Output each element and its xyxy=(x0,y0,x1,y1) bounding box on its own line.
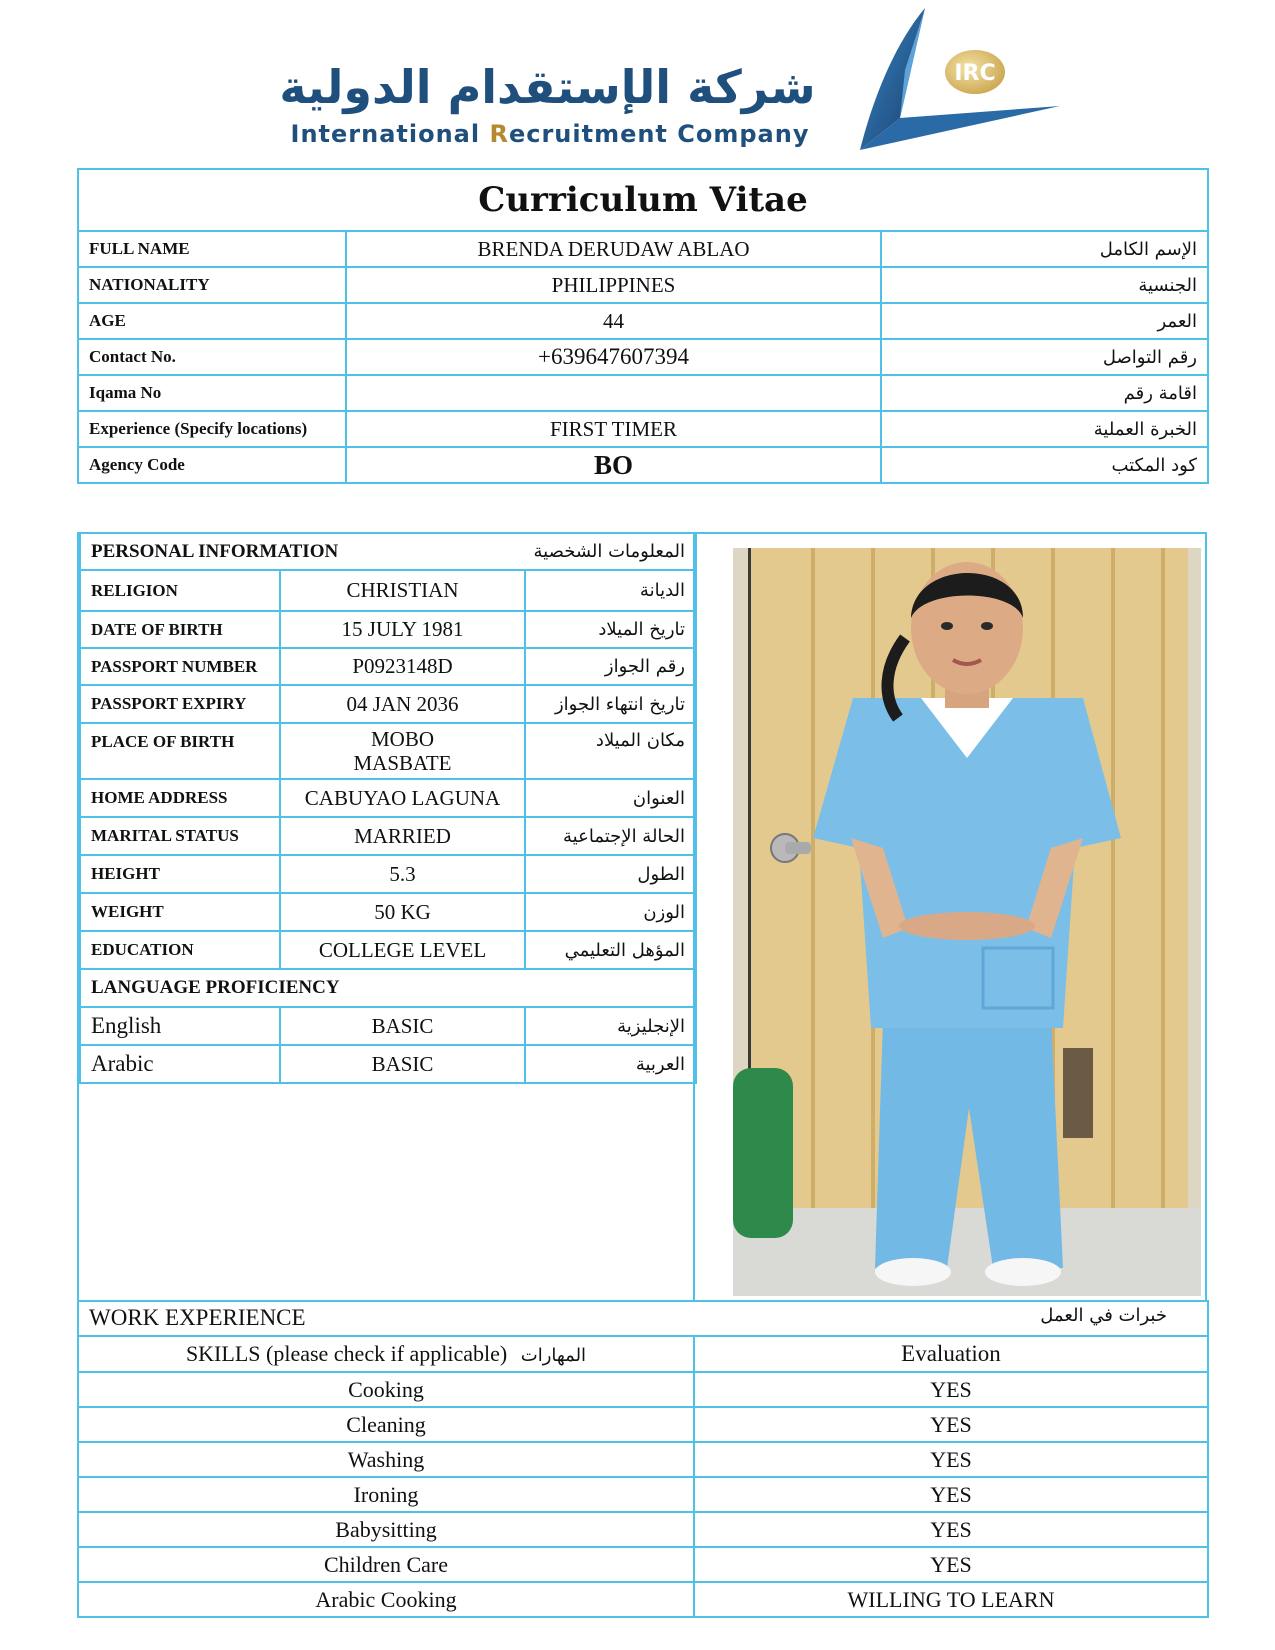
language-arabic-value: BASIC xyxy=(280,1045,525,1083)
religion-label: RELIGION xyxy=(80,570,280,611)
nationality-value: PHILIPPINES xyxy=(346,267,881,303)
table-row xyxy=(78,1300,1208,1336)
work-experience-title: WORK EXPERIENCE xyxy=(89,1304,306,1330)
marital-status-value: MARRIED xyxy=(280,817,525,855)
table-row xyxy=(80,1045,696,1083)
iqama-label: Iqama No xyxy=(78,375,346,411)
skill-name: Babysitting xyxy=(78,1512,694,1547)
language-arabic-label-ar: العربية xyxy=(525,1045,696,1083)
iqama-label-ar: اقامة رقم xyxy=(881,375,1208,411)
skill-evaluation: WILLING TO LEARN xyxy=(694,1582,1208,1617)
table-row xyxy=(78,1547,1208,1582)
table-row xyxy=(78,231,1208,267)
table-row xyxy=(80,817,696,855)
full-name-label-ar: الإسم الكامل xyxy=(881,231,1208,267)
place-of-birth-line-2: MASBATE xyxy=(353,751,452,775)
table-row xyxy=(78,339,1208,375)
skill-evaluation: YES xyxy=(694,1477,1208,1512)
passport-number-value: P0923148D xyxy=(280,648,525,685)
contact-value: +639647607394 xyxy=(346,339,881,375)
skill-name: Cleaning xyxy=(78,1407,694,1442)
passport-expiry-label-ar: تاريخ انتهاء الجواز xyxy=(525,685,696,723)
evaluation-header: Evaluation xyxy=(694,1336,1208,1372)
table-row xyxy=(80,893,696,931)
age-label: AGE xyxy=(78,303,346,339)
education-label: EDUCATION xyxy=(80,931,280,969)
language-english-label: English xyxy=(80,1007,280,1045)
company-sail-logo-icon xyxy=(860,0,1090,160)
nationality-label: NATIONALITY xyxy=(78,267,346,303)
skill-name: Arabic Cooking xyxy=(78,1582,694,1617)
iqama-value xyxy=(346,375,881,411)
marital-status-label-ar: الحالة الإجتماعية xyxy=(525,817,696,855)
table-row xyxy=(80,611,696,648)
nationality-label-ar: الجنسية xyxy=(881,267,1208,303)
skills-header xyxy=(78,1336,694,1372)
company-logo xyxy=(240,0,1090,160)
skill-evaluation: YES xyxy=(694,1407,1208,1442)
marital-status-label: MARITAL STATUS xyxy=(80,817,280,855)
experience-label: Experience (Specify locations) xyxy=(78,411,346,447)
age-label-ar: العمر xyxy=(881,303,1208,339)
language-english-value: BASIC xyxy=(280,1007,525,1045)
weight-label: WEIGHT xyxy=(80,893,280,931)
skill-name: Washing xyxy=(78,1442,694,1477)
skill-name: Ironing xyxy=(78,1477,694,1512)
age-value: 44 xyxy=(346,303,881,339)
date-of-birth-label: DATE OF BIRTH xyxy=(80,611,280,648)
table-row xyxy=(78,411,1208,447)
place-of-birth-label-ar: مكان الميلاد xyxy=(525,723,696,779)
skill-evaluation: YES xyxy=(694,1372,1208,1407)
table-row xyxy=(80,533,696,570)
page-title: Curriculum Vitae xyxy=(78,169,1208,231)
personal-info-table xyxy=(79,532,697,1084)
passport-expiry-value: 04 JAN 2036 xyxy=(280,685,525,723)
work-experience-table xyxy=(77,1300,1209,1618)
table-row xyxy=(78,1407,1208,1442)
language-arabic-label: Arabic xyxy=(80,1045,280,1083)
height-label: HEIGHT xyxy=(80,855,280,893)
religion-value: CHRISTIAN xyxy=(280,570,525,611)
table-row xyxy=(80,723,696,779)
skills-header-label: SKILLS (please check if applicable) xyxy=(185,1341,508,1366)
personal-info-heading-ar: المعلومات الشخصية xyxy=(525,533,696,570)
full-name-value: BRENDA DERUDAW ABLAO xyxy=(346,231,881,267)
place-of-birth-value xyxy=(280,723,525,779)
contact-label: Contact No. xyxy=(78,339,346,375)
table-row xyxy=(78,1442,1208,1477)
skill-evaluation: YES xyxy=(694,1512,1208,1547)
skill-name: Cooking xyxy=(78,1372,694,1407)
personal-info-heading: PERSONAL INFORMATION xyxy=(80,533,525,570)
applicant-photo xyxy=(733,548,1201,1296)
skill-evaluation: YES xyxy=(694,1442,1208,1477)
applicant-portrait-icon xyxy=(733,548,1201,1296)
height-value: 5.3 xyxy=(280,855,525,893)
experience-label-ar: الخبرة العملية xyxy=(881,411,1208,447)
skill-evaluation: YES xyxy=(694,1547,1208,1582)
table-row xyxy=(80,855,696,893)
passport-number-label: PASSPORT NUMBER xyxy=(80,648,280,685)
table-row xyxy=(80,931,696,969)
agency-code-label: Agency Code xyxy=(78,447,346,483)
table-row xyxy=(78,267,1208,303)
table-row xyxy=(78,1477,1208,1512)
full-name-label: FULL NAME xyxy=(78,231,346,267)
svg-text:IRC: IRC xyxy=(954,61,996,86)
weight-label-ar: الوزن xyxy=(525,893,696,931)
company-name-arabic: شركة الإستقدام الدولية xyxy=(279,60,816,114)
home-address-label: HOME ADDRESS xyxy=(80,779,280,817)
skills-header-label-ar: المهارات xyxy=(520,1345,587,1366)
home-address-label-ar: العنوان xyxy=(525,779,696,817)
experience-value: FIRST TIMER xyxy=(346,411,881,447)
home-address-value: CABUYAO LAGUNA xyxy=(280,779,525,817)
table-row xyxy=(78,1512,1208,1547)
table-row xyxy=(80,648,696,685)
place-of-birth-line-1: MOBO xyxy=(371,727,435,751)
place-of-birth-label: PLACE OF BIRTH xyxy=(80,723,280,779)
skill-name: Children Care xyxy=(78,1547,694,1582)
language-english-label-ar: الإنجليزية xyxy=(525,1007,696,1045)
date-of-birth-label-ar: تاريخ الميلاد xyxy=(525,611,696,648)
table-row xyxy=(78,375,1208,411)
table-row xyxy=(80,1007,696,1045)
table-row xyxy=(80,570,696,611)
education-label-ar: المؤهل التعليمي xyxy=(525,931,696,969)
company-name-english: International Recruitment Company xyxy=(290,120,810,148)
passport-expiry-label: PASSPORT EXPIRY xyxy=(80,685,280,723)
religion-label-ar: الديانة xyxy=(525,570,696,611)
date-of-birth-value: 15 JULY 1981 xyxy=(280,611,525,648)
table-row xyxy=(80,685,696,723)
passport-number-label-ar: رقم الجواز xyxy=(525,648,696,685)
table-row xyxy=(78,1372,1208,1407)
cv-summary-table xyxy=(77,168,1209,484)
contact-label-ar: رقم التواصل xyxy=(881,339,1208,375)
language-proficiency-heading: LANGUAGE PROFICIENCY xyxy=(80,969,696,1007)
weight-value: 50 KG xyxy=(280,893,525,931)
agency-code-value: BO xyxy=(346,447,881,483)
table-row xyxy=(80,969,696,1007)
table-row xyxy=(78,303,1208,339)
height-label-ar: الطول xyxy=(525,855,696,893)
table-row xyxy=(78,1336,1208,1372)
work-experience-heading xyxy=(78,1300,1208,1336)
agency-code-label-ar: كود المكتب xyxy=(881,447,1208,483)
education-value: COLLEGE LEVEL xyxy=(280,931,525,969)
work-experience-title-ar: خبرات في العمل xyxy=(1040,1304,1167,1326)
table-row xyxy=(80,779,696,817)
table-row xyxy=(78,447,1208,483)
table-row xyxy=(78,1582,1208,1617)
